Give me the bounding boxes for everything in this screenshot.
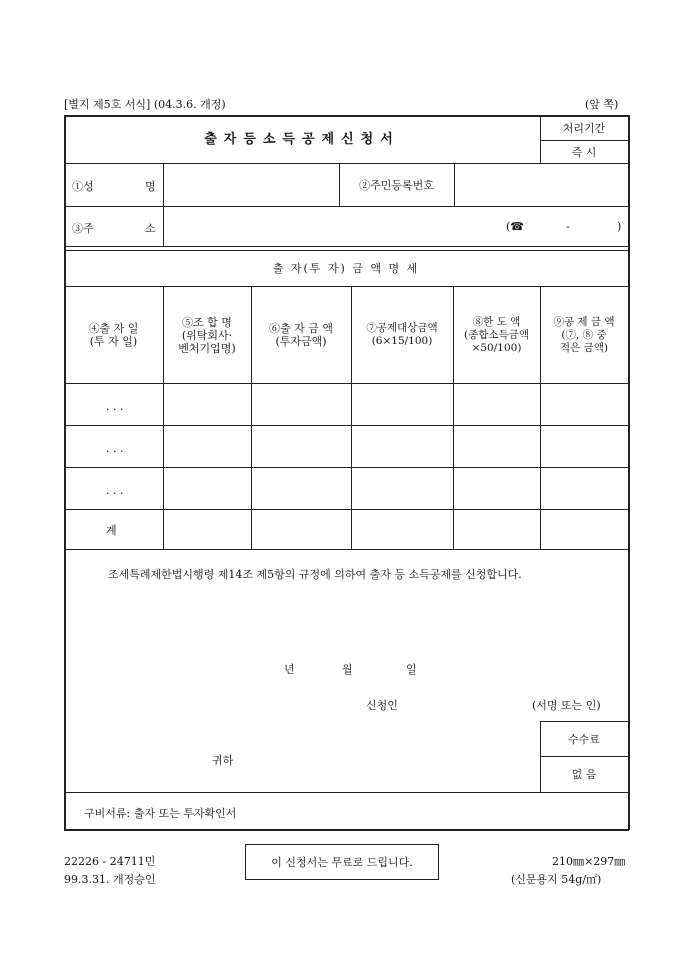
required-documents: 구비서류: 출자 또는 투자확인서 (84, 807, 237, 820)
phone-close: ) (617, 220, 622, 233)
address-label-end: 소 (145, 222, 156, 235)
address-field[interactable] (164, 207, 627, 246)
row-date[interactable]: . . . (106, 442, 124, 455)
paper-type: (신문용지 54g/㎡) (511, 873, 602, 886)
name-field[interactable] (164, 164, 339, 206)
row-date[interactable]: . . . (106, 400, 124, 413)
phone-open: (☎ (506, 220, 524, 233)
resident-id-field[interactable] (455, 164, 627, 206)
page-side-label: (앞 쪽) (585, 98, 619, 111)
column-header-deduction: ⑨공 제 금 액 (⑦, ⑧ 중 적은 금액) (553, 315, 615, 354)
processing-period-value: 즉 시 (571, 145, 597, 159)
column-header-date: ④출 자 일 (투 자 일) (88, 322, 139, 348)
recipient-label: 귀하 (212, 754, 234, 767)
date-day-label: 일 (406, 663, 417, 676)
signature-label: (서명 또는 인) (532, 699, 601, 712)
name-label: ①성 (72, 180, 94, 193)
date-year-label: 년 (284, 663, 295, 676)
resident-id-label: ②주민등록번호 (359, 178, 434, 192)
column-header-deductible-amount: ⑦공제대상금액 (6×15/100) (366, 322, 438, 347)
free-notice-box: 이 신청서는 무료로 드립니다. (245, 844, 439, 880)
column-header-limit: ⑧한 도 액 (종합소득금액 ×50/100) (464, 315, 529, 354)
approval-date: 99.3.31. 개정승인 (64, 873, 156, 886)
paper-size: 210㎜×297㎜ (552, 855, 626, 868)
fee-value: 없 음 (571, 768, 597, 781)
row-date[interactable]: . . . (106, 484, 124, 497)
address-label: ③주 (72, 222, 94, 235)
form-number: [별지 제5호 서식] (04.3.6. 개정) (64, 98, 226, 111)
form-title: 출자등소득공제신청서 (204, 132, 400, 147)
applicant-label: 신청인 (366, 699, 398, 712)
details-section-title: 출 자(투 자) 금 액 명 세 (272, 262, 420, 275)
name-label-end: 명 (145, 180, 156, 193)
form-code: 22226 - 24711민 (64, 855, 156, 868)
total-label: 계 (106, 524, 117, 537)
processing-period-label: 처리기간 (562, 121, 606, 135)
application-statement: 조세특례제한법시행령 제14조 제5항의 규정에 의하여 출자 등 소득공제를 신청합니다. (108, 568, 522, 581)
date-month-label: 월 (342, 663, 353, 676)
phone-dash: - (566, 220, 570, 233)
column-header-fund-name: ⑤조 합 명 (위탁회사· 벤처기업명) (178, 315, 236, 355)
fee-label: 수수료 (568, 732, 600, 746)
column-header-investment-amount: ⑥출 자 금 액 (투자금액) (269, 322, 333, 348)
